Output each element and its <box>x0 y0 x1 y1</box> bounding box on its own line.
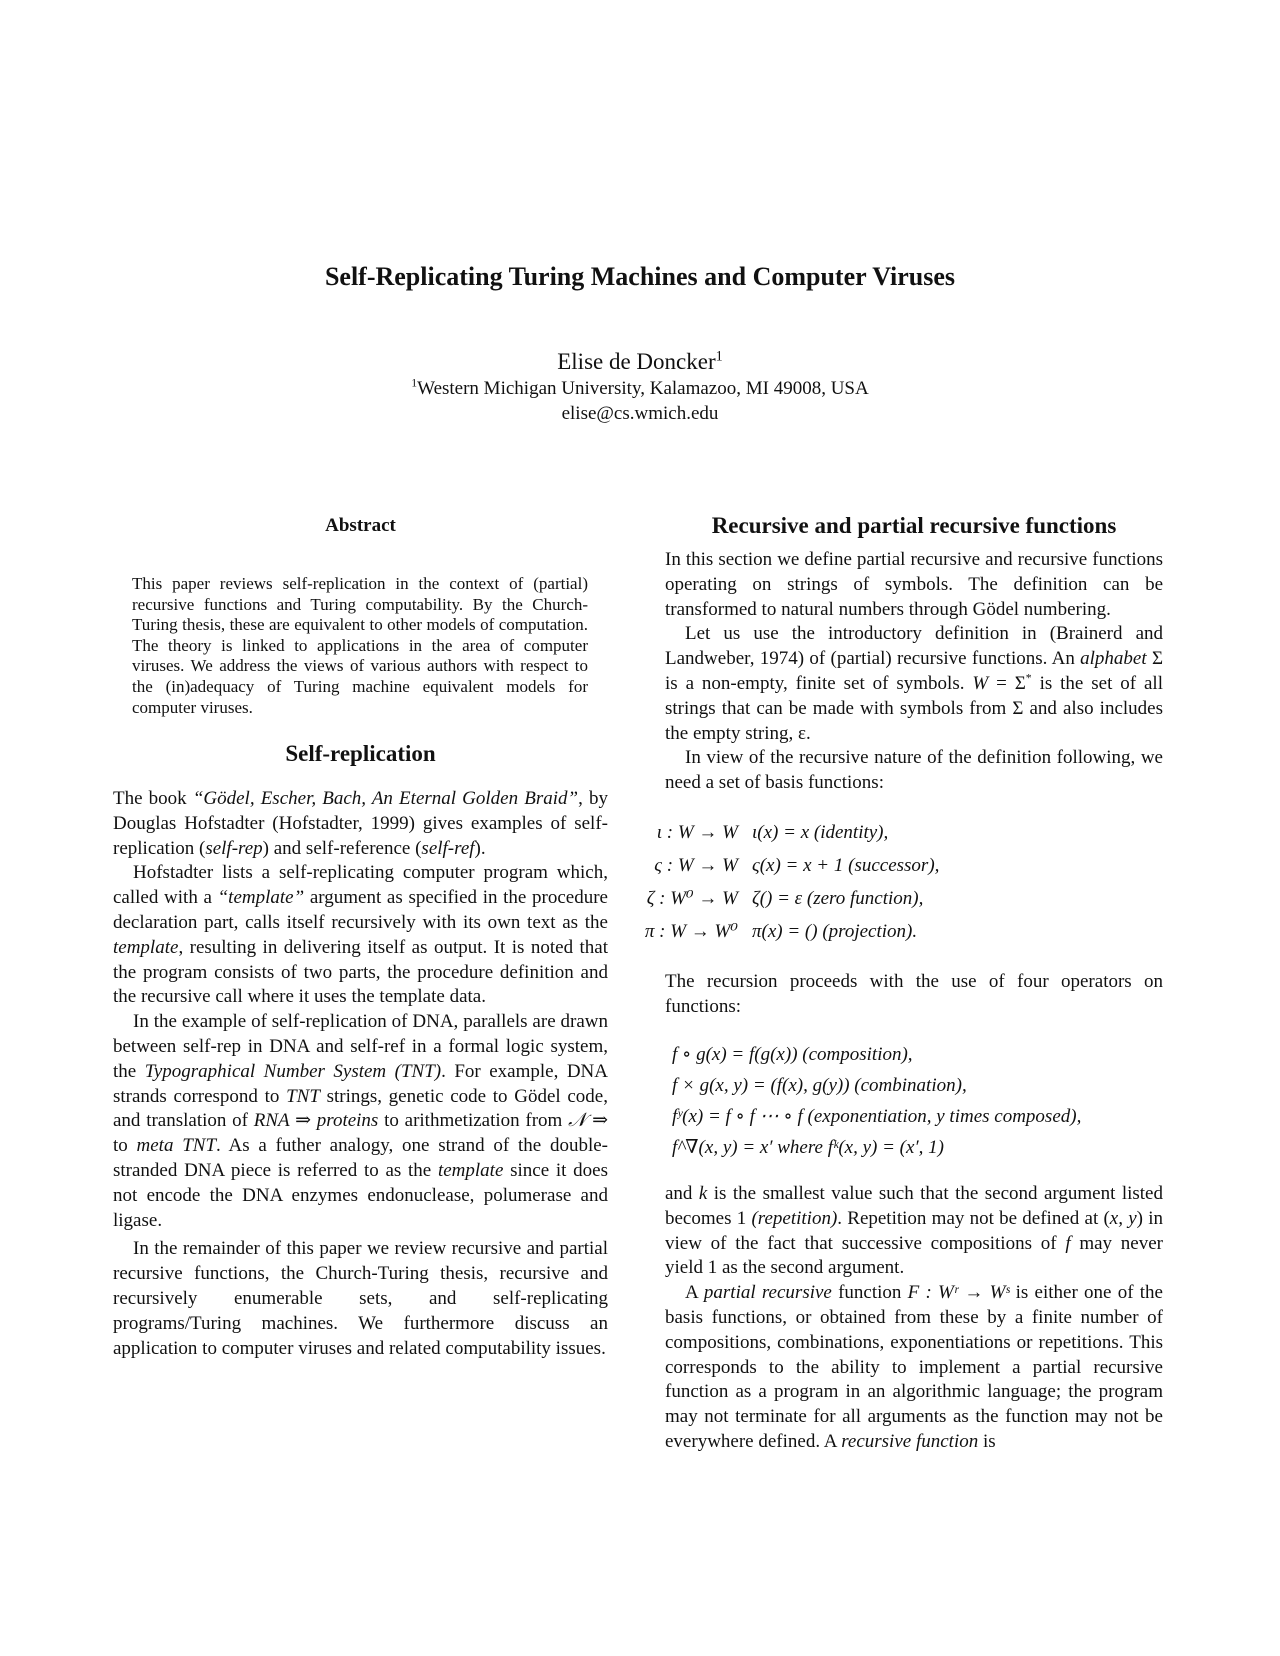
text-run: and <box>665 1183 699 1204</box>
math-symbol: W <box>972 672 989 694</box>
term-italic: 𝒩 ⇒ <box>568 1110 608 1132</box>
text-run: ). <box>474 837 486 859</box>
term-italic: template <box>437 1159 504 1181</box>
basis-signature: ζ : W⁰ → W <box>646 888 738 909</box>
text-run: argument as specified in the procedure declaration part, calls itself recursively with its own text as the <box>113 887 608 933</box>
text-run: to arithmetization from <box>378 1110 569 1132</box>
basis-row-identity <box>620 816 939 849</box>
text-run: , by Douglas Hofstadter (Hofstadter, 1999) gives examples of self-replication ( <box>113 788 608 859</box>
term-italic: alphabet <box>1080 648 1147 670</box>
paragraph <box>113 787 608 861</box>
math-symbol: f <box>1065 1232 1071 1254</box>
author-name-text: Elise de Doncker <box>557 349 716 374</box>
text-run: is <box>978 1430 996 1452</box>
paragraph: In view of the recursive nature of the definition following, we need a set of basis functions: <box>665 747 1163 794</box>
basis-row-successor <box>620 849 939 882</box>
text-run: is either one of the basis functions, or obtained from these by a finite number of compositions, combinations, exponentiations or repetitions. This corresponds to the ability to implement a partial recursive function as a program in an algorithmic language; the program may not terminate for all arguments as the function may not be everywhere defined. A <box>665 1282 1163 1452</box>
text-run: The book <box>113 788 193 809</box>
text-run: may never yield 1 as the second argument. <box>665 1232 1164 1279</box>
abstract-text: This paper reviews self-replication in the context of (partial) recursive functions and Turing computability. By the Church-Turing thesis, these are equivalent to other models of computation. The theory is linked to applications in the area of computer viruses. We address the views of various authors with respect to the (in)adequacy of Turing machine equivalent models for computer viruses. <box>132 574 588 717</box>
recursive-continuation <box>665 1182 1163 1455</box>
basis-row-zero <box>620 882 939 915</box>
text-run: A <box>685 1282 704 1304</box>
term-italic: meta TNT <box>136 1135 217 1157</box>
basis-functions <box>620 816 939 948</box>
text-run: is the set of all strings that can be made with symbols from Σ and also includes the empty string, ε. <box>665 672 1163 744</box>
math-symbol: k <box>698 1183 708 1204</box>
section-heading-recursive-functions: Recursive and partial recursive functions <box>711 513 1117 538</box>
term-italic: Typographical Number System (TNT) <box>144 1060 442 1082</box>
book-title-italic: “Gödel, Escher, Bach, An Eternal Golden Braid” <box>192 788 579 809</box>
author-name <box>0 348 1280 376</box>
basis-definition: ς(x) = x + 1 (successor), <box>752 855 940 876</box>
operator-exponentiation: fʸ(x) = f ∘ f ⋯ ∘ f (exponentiation, y times composed), <box>672 1106 1082 1127</box>
paragraph <box>665 622 1163 746</box>
term-italic: self-ref <box>421 837 475 859</box>
text-run: function <box>831 1282 908 1304</box>
term-italic: recursive function <box>841 1430 979 1452</box>
text-run: . For example, DNA strands correspond to <box>113 1060 608 1107</box>
affiliation-mark: 1 <box>411 376 418 390</box>
text-run: since it does not encode the DNA enzymes endonuclease, polumerase and ligase. <box>113 1159 608 1231</box>
text-run: Let us use the introductory definition in (Brainerd and Landweber, 1974) of (partial) recursive functions. An <box>665 623 1163 670</box>
text-run: ) in view of the fact that successive compositions of <box>665 1207 1163 1254</box>
text-run: , resulting in delivering itself as output. It is noted that the program consists of two parts, the procedure definition and the recursive call where it uses the template data. <box>113 936 608 1008</box>
text-run: Hofstadter lists a self-replicating computer program which, called with a <box>113 862 608 909</box>
text-run: is the smallest value such that the second argument listed becomes 1 <box>665 1183 1163 1229</box>
basis-signature: ς : W → W <box>654 855 738 876</box>
term-italic: partial recursive <box>703 1282 832 1304</box>
text-run: ) and self-reference ( <box>262 837 422 859</box>
affiliation-text: Western Michigan University, Kalamazoo, MI 49008, USA <box>417 378 869 399</box>
paragraph: In the remainder of this paper we review recursive and partial recursive functions, the Church-Turing thesis, recursive and recursively enumerable sets, and self-replicating programs/Turing machines. We furthermore discuss an application to computer viruses and related computability issues. <box>113 1238 608 1359</box>
abstract-heading: Abstract <box>325 515 396 536</box>
recursive-intro <box>665 548 1163 796</box>
basis-row-projection <box>620 915 939 948</box>
math-symbol: F : Wʳ → Wˢ <box>907 1282 1010 1304</box>
self-replication-body <box>113 787 608 1361</box>
text-run: . Repetition may not be defined at ( <box>837 1207 1110 1229</box>
text-run: = Σ <box>988 672 1026 694</box>
paragraph <box>665 1182 1163 1281</box>
author-block <box>0 348 1280 426</box>
paper-title: Self-Replicating Turing Machines and Computer Viruses <box>324 262 956 291</box>
paragraph <box>113 861 608 1010</box>
term-italic: self-rep <box>205 837 263 859</box>
recursion-intro <box>665 970 1163 1020</box>
text-run: . As a futher analogy, one strand of the double-stranded DNA piece is referred to as the <box>113 1135 608 1181</box>
kleene-star: * <box>1025 671 1032 685</box>
author-email: elise@cs.wmich.edu <box>561 403 719 424</box>
paragraph: The recursion proceeds with the use of four operators on functions: <box>665 971 1163 1017</box>
text-run: In the example of self-replication of DNA, parallels are drawn between self-rep in DNA and self-ref in a formal logic system, the <box>113 1011 608 1082</box>
basis-definition: ι(x) = x (identity), <box>752 822 889 843</box>
paragraph <box>665 1281 1163 1455</box>
affiliation <box>0 376 1280 401</box>
basis-definition: π(x) = () (projection). <box>752 921 918 942</box>
basis-signature: π : W → W⁰ <box>644 921 738 942</box>
operator-definitions <box>672 1039 1081 1163</box>
text-run: Σ is a non-empty, finite set of symbols. <box>665 648 1163 694</box>
term-italic: TNT <box>286 1085 320 1107</box>
term-italic: “template” <box>217 887 305 909</box>
text-run: strings, genetic code to Gödel code, and translation of <box>113 1085 608 1132</box>
author-footnote-mark: 1 <box>715 348 723 365</box>
math-symbol: x, y <box>1109 1207 1137 1229</box>
operator-combination: f × g(x, y) = (f(x), g(y)) (combination), <box>672 1075 967 1096</box>
operator-composition: f ∘ g(x) = f(g(x)) (composition), <box>672 1044 913 1065</box>
term-italic: (repetition) <box>751 1207 838 1229</box>
paragraph: In this section we define partial recursive and recursive functions operating on strings of symbols. The definition can be transformed to natural numbers through Gödel numbering. <box>665 549 1163 620</box>
section-heading-self-replication: Self-replication <box>285 741 436 766</box>
term-italic: template <box>113 936 179 958</box>
operator-repetition: f^∇(x, y) = x′ where fᵏ(x, y) = (x′, 1) <box>672 1137 944 1158</box>
basis-signature: ι : W → W <box>656 822 738 843</box>
paragraph <box>113 1010 608 1233</box>
term-italic: RNA ⇒ proteins <box>253 1110 379 1132</box>
basis-definition: ζ() = ε (zero function), <box>752 888 924 909</box>
text-run: to <box>113 1135 137 1157</box>
